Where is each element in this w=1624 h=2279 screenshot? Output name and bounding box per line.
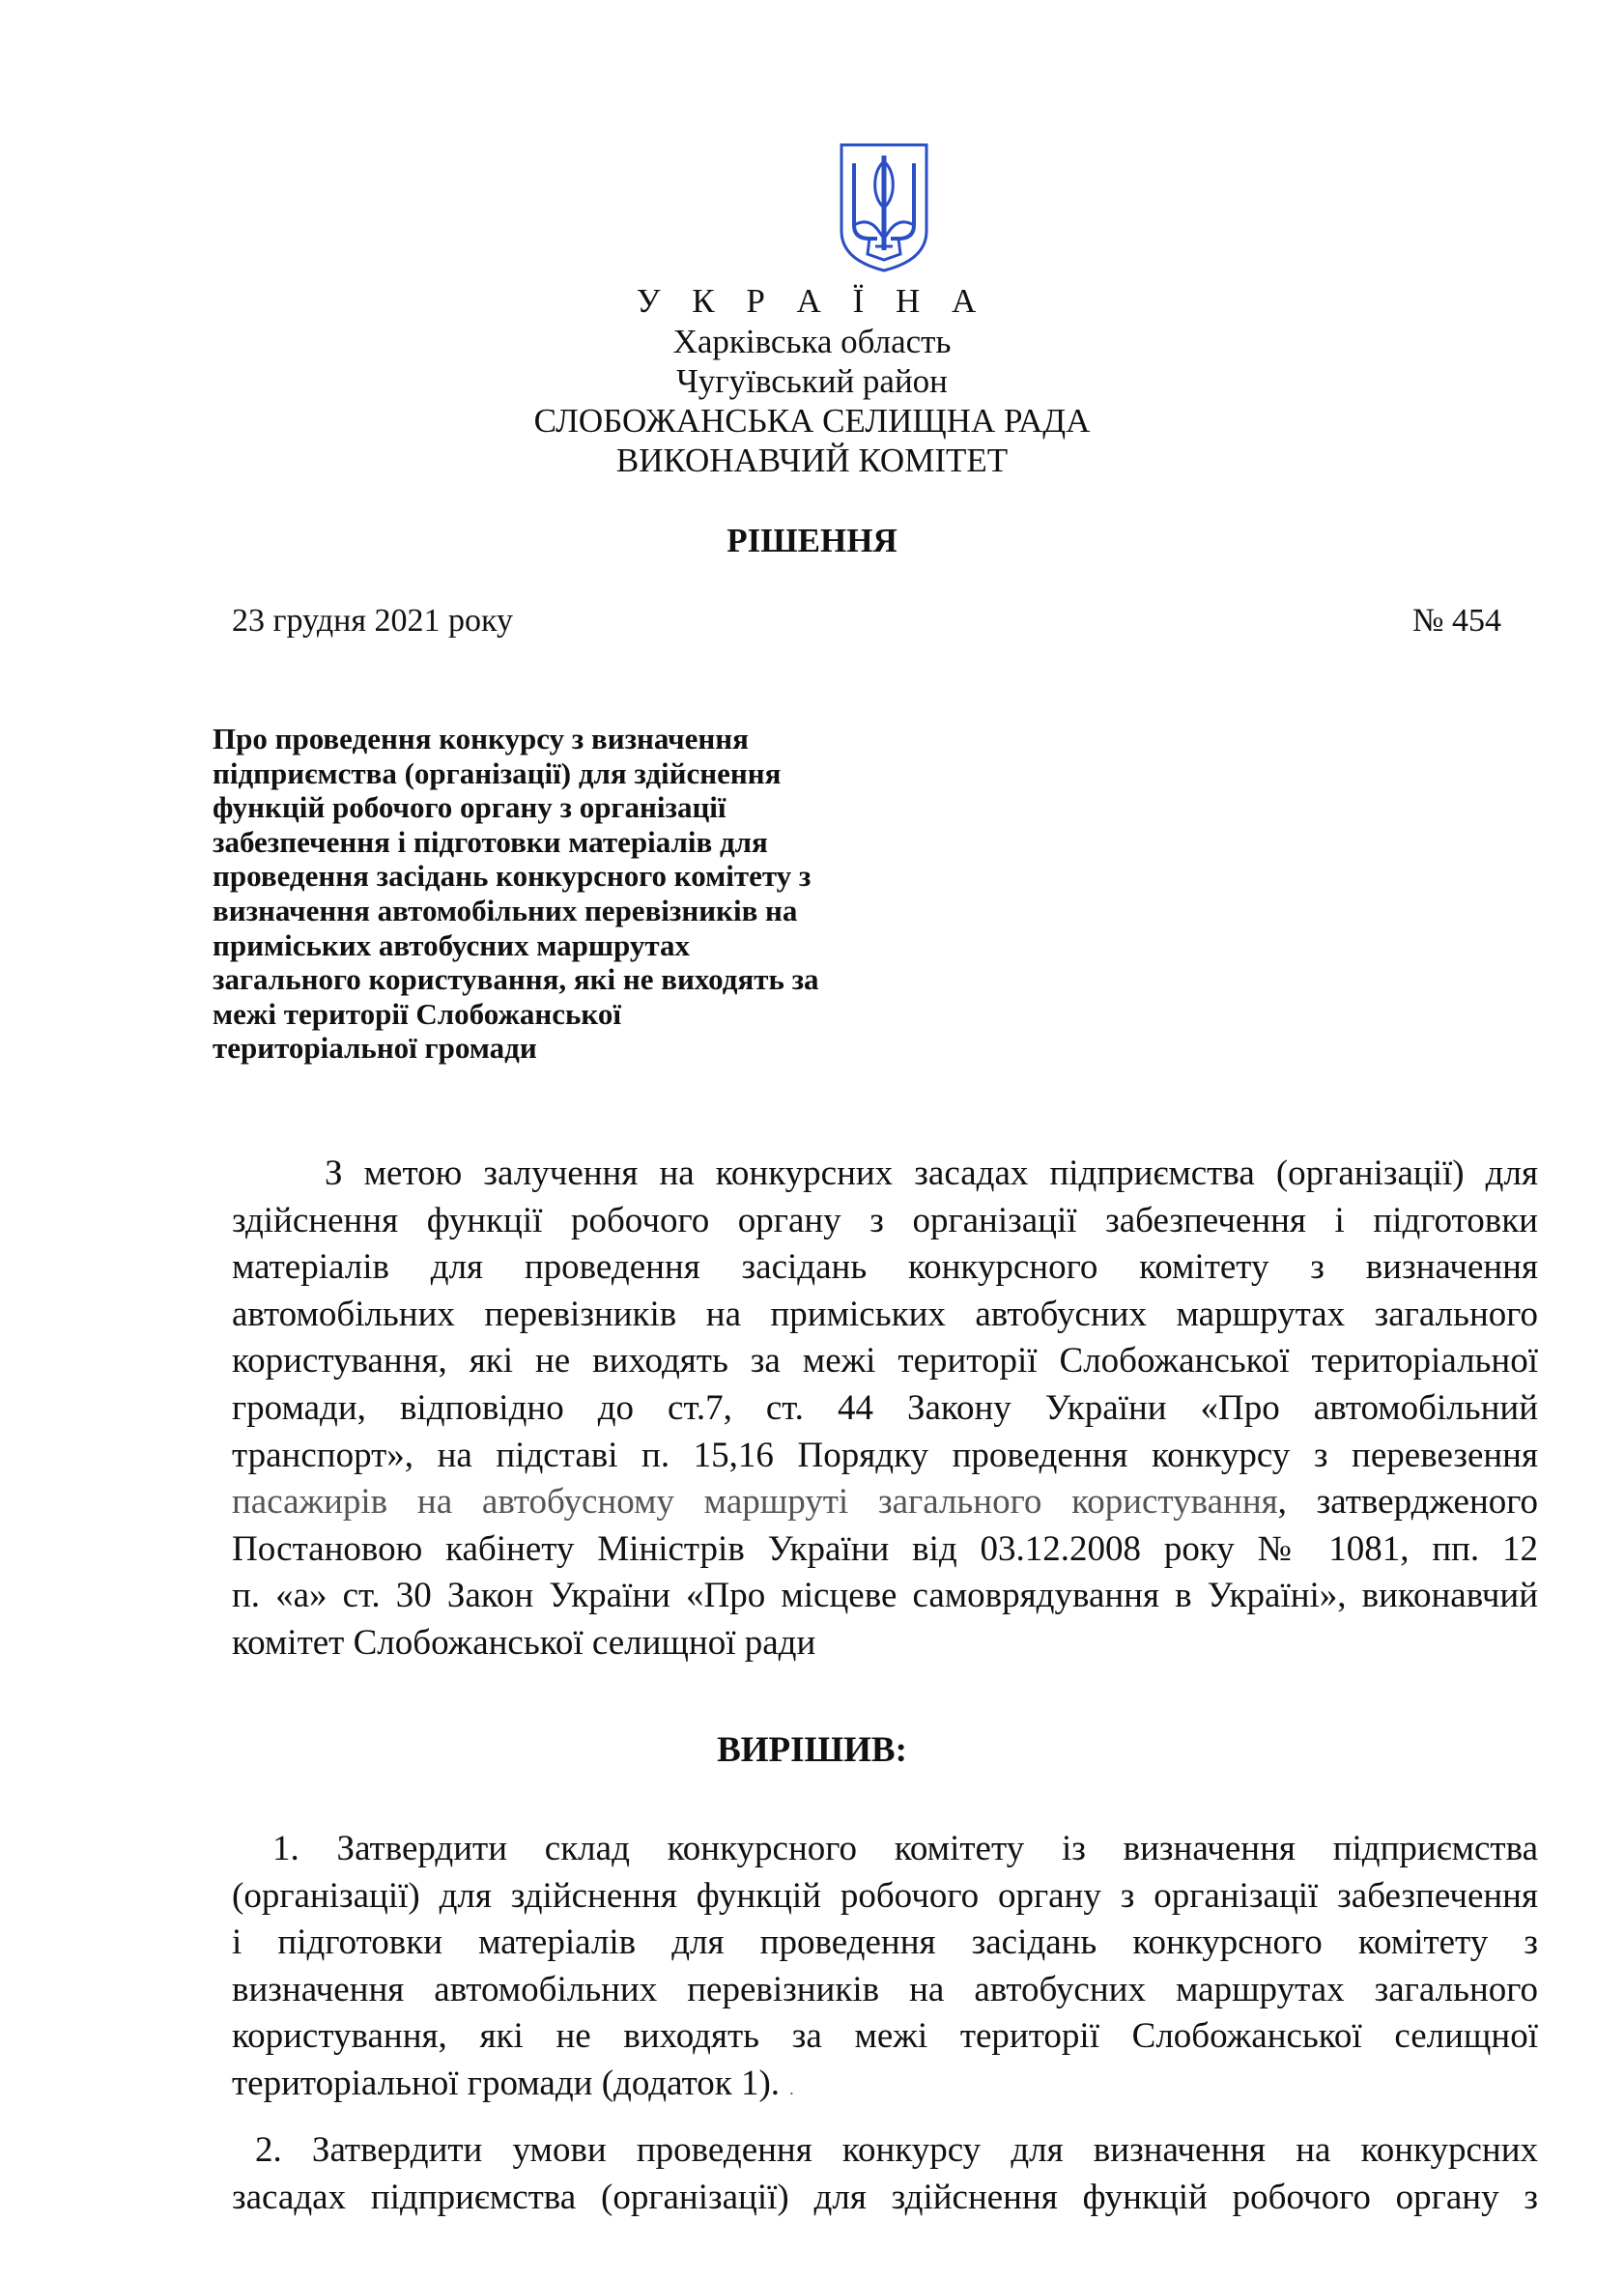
preamble-line: здійснення функції робочого органу з організації забезпечення і підготовки [232, 1200, 1538, 1240]
preamble-line: З метою залучення на конкурсних засадах підприємства (організації) для [325, 1154, 1538, 1193]
tryzub-coat-of-arms-icon [839, 142, 929, 273]
resolution-item-1 [232, 1826, 1538, 2108]
council-name: СЛОБОЖАНСЬКА СЕЛИЩНА РАДА [533, 402, 1091, 440]
item1-line: (організації) для здійснення функцій робочого органу з організації забезпечення [232, 1875, 1538, 1916]
subject-line: приміських автобусних маршрутах [213, 927, 690, 962]
item1-line: визначення автомобільних перевізників на автобусних маршрутах загального [232, 1969, 1538, 2009]
stray-dot: . [789, 2078, 794, 2098]
highlighted-phrase: пасажирів на автобусному маршруті загального користування [232, 1482, 1278, 1523]
subject-line: загального користування, які не виходять за [213, 962, 819, 997]
preamble-line: автомобільних перевізників на приміських автобусних маршрутах загального [232, 1294, 1538, 1334]
preamble-line: комітет Слобожанської селищної ради [232, 1622, 816, 1663]
item1-line: 1. Затвердити склад конкурсного комітету із визначення підприємства [272, 1829, 1538, 1868]
oblast-name: Харківська область [672, 323, 952, 360]
preamble-line-tail: , затвердженого [1277, 1482, 1538, 1523]
preamble-line: п. «а» ст. 30 Закон України «Про місцеве самоврядування в Україні», виконавчий [232, 1576, 1538, 1616]
item1-last-text: територіальної громади (додаток 1). [232, 2063, 781, 2103]
preamble-line-mixed [232, 1479, 1538, 1526]
subject-line: функцій робочого органу з організації [213, 790, 727, 825]
preamble-line: Постановою кабінету Міністрів України від 03.12.2008 року № 1081, пп. 12 [232, 1528, 1538, 1569]
resolve-heading: ВИРІШИВ: [717, 1730, 907, 1770]
preamble-line: транспорт», на підставі п. 15,16 Порядку проведення конкурсу з перевезення [232, 1435, 1538, 1475]
subject-line: територіальної громади [213, 1031, 537, 1066]
decision-title: РІШЕННЯ [727, 522, 897, 559]
preamble-line: матеріалів для проведення засідань конкурсного комітету з визначення [232, 1247, 1538, 1288]
committee-name: ВИКОНАВЧИЙ КОМІТЕТ [615, 442, 1009, 479]
decision-date: 23 грудня 2021 року [232, 603, 514, 639]
preamble-line: громади, відповідно до ст.7, ст. 44 Закону України «Про автомобільний [232, 1387, 1538, 1428]
subject-line: підприємства (організації) для здійснення [213, 755, 782, 790]
item1-line: користування, які не виходять за межі території Слобожанської селищної [232, 2016, 1538, 2057]
subject-line: межі території Слобожанської [213, 996, 621, 1031]
decision-subject [213, 722, 889, 1066]
item1-line [232, 2061, 1538, 2108]
subject-line: Про проведення конкурсу з визначення [213, 722, 749, 755]
preamble-paragraph [232, 1151, 1538, 1667]
raion-name: Чугуївський район [676, 362, 948, 400]
item2-line: засадах підприємства (організації) для здійснення функцій робочого органу з [232, 2177, 1538, 2217]
country-name: У К Р А Ї Н А [636, 282, 988, 320]
resolution-item-2 [232, 2127, 1538, 2221]
subject-line: визначення автомобільних перевізників на [213, 893, 798, 927]
preamble-line: користування, які не виходять за межі території Слобожанської територіальної [232, 1341, 1538, 1382]
subject-line: забезпечення і підготовки матеріалів для [213, 824, 768, 859]
decision-number: № 454 [1412, 603, 1501, 639]
item1-line: і підготовки матеріалів для проведення засідань конкурсного комітету з [232, 1923, 1538, 1963]
subject-line: проведення засідань конкурсного комітету з [213, 859, 812, 894]
item2-line: 2. Затвердити умови проведення конкурсу для визначення на конкурсних [255, 2130, 1538, 2170]
